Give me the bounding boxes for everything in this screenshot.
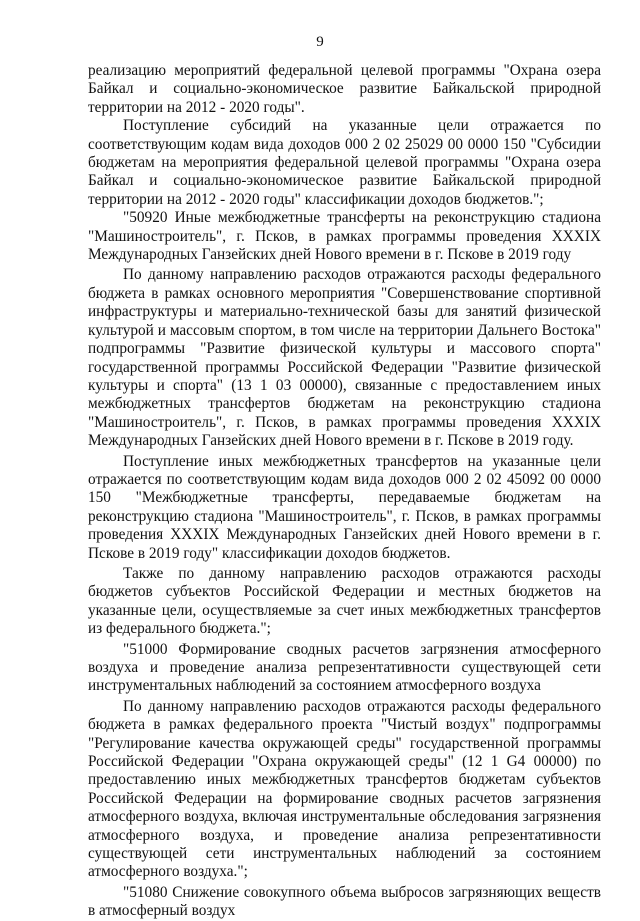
- paragraph-8: По данному направлению расходов отражаются расходы федерального бюджета в рамках федерального проекта "Чистый воздух" подпрограммы "Регулирование качества окружающей среды" государственной программы Российской Федерации "Охрана окружающей среды" (12 1 G4 00000) по предоставлению иных межбюджетных трансфертов бюджетам субъектов Российской Федерации на формирование сводных расчетов загрязнения атмосферного воздуха, включая инструментальные обследования загрязнения атмосферного воздуха, и проведение анализа репрезентативности существующей сети инструментальных наблюдений за состоянием атмосферного воздуха.";: [88, 697, 601, 881]
- paragraph-5: Поступление иных межбюджетных трансфертов на указанные цели отражается по соответствующим кодам вида доходов 000 2 02 45092 00 0000 150 "Межбюджетные трансферты, передаваемые бюджетам на реконструкцию стадиона "Машиностроитель", г. Псков, в рамках программы проведения XXXIX Международных Ганзейских дней Нового времени в г. Пскове в 2019 году" классификации доходов бюджетов.: [88, 452, 601, 562]
- paragraph-2: Поступление субсидий на указанные цели отражается по соответствующим кодам вида доходов 000 2 02 25029 00 0000 150 "Субсидии бюджетам на мероприятия федеральной целевой программы "Охрана озера Байкал и социально-экономическое развитие Байкальской природной территории на 2012 - 2020 годы" классификации доходов бюджетов.";: [88, 117, 601, 208]
- paragraph-4: По данному направлению расходов отражаются расходы федерального бюджета в рамках основного мероприятия "Совершенствование спортивной инфраструктуры и материально-технической базы для занятий физической культурой и массовым спортом, в том числе на территории Дальнего Востока" подпрограммы "Развитие физической культуры и массового спорта" государственной программы Российской Федерации "Развитие физической культуры и спорта" (13 1 03 00000), связанные с предоставлением иных межбюджетных трансфертов бюджетам на реконструкцию стадиона "Машиностроитель", г. Псков, в рамках программы проведения XXXIX Международных Ганзейских дней Нового времени в г. Пскове в 2019 году.: [88, 266, 601, 450]
- paragraph-7: "51000 Формирование сводных расчетов загрязнения атмосферного воздуха и проведение анализа репрезентативности существующей сети инструментальных наблюдений за состоянием атмосферного воздуха: [88, 640, 601, 695]
- paragraph-3: "50920 Иные межбюджетные трансферты на реконструкцию стадиона "Машиностроитель", г. Псков, в рамках программы проведения XXXIX Международных Ганзейских дней Нового времени в г. Пскове в 2019 году: [88, 209, 601, 264]
- paragraph-9: "51080 Снижение совокупного объема выбросов загрязняющих веществ в атмосферный воздух: [88, 883, 601, 920]
- document-body: [88, 62, 601, 921]
- page-number: 9: [316, 34, 324, 50]
- paragraph-1: реализацию мероприятий федеральной целевой программы "Охрана озера Байкал и социально-экономическое развитие Байкальской природной территории на 2012 - 2020 годы".: [88, 62, 601, 116]
- paragraph-6: Также по данному направлению расходов отражаются расходы бюджетов субъектов Российской Федерации и местных бюджетов на указанные цели, осуществляемые за счет иных межбюджетных трансфертов из федерального бюджета.";: [88, 564, 601, 638]
